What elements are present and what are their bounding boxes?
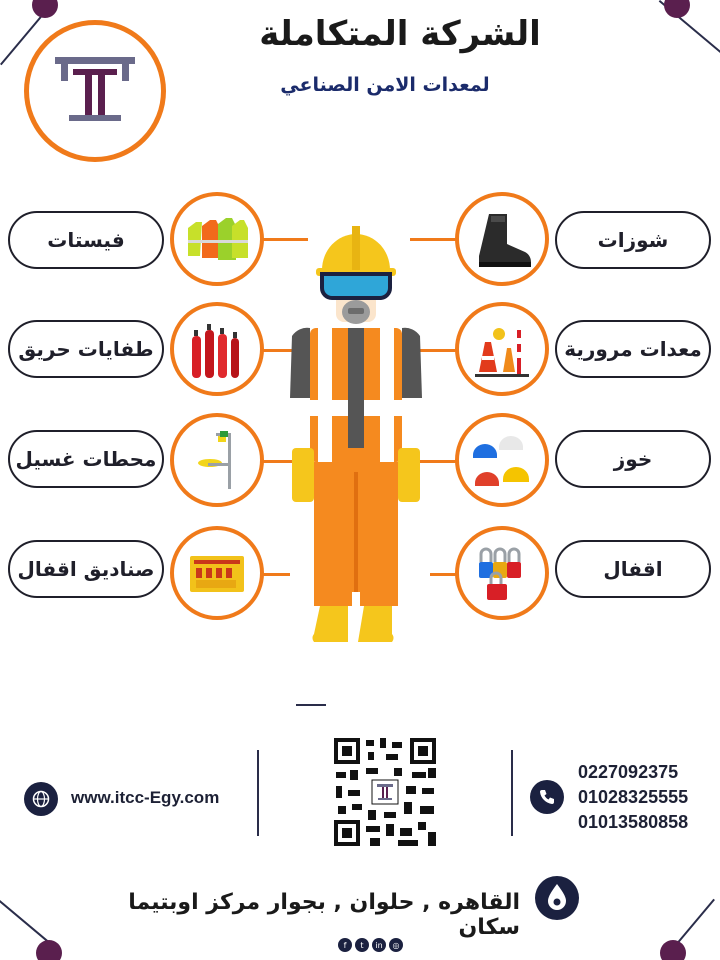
category-eyewash-stations[interactable]: محطات غسيل [8, 430, 164, 488]
corner-dot [664, 0, 690, 18]
phone-list [578, 760, 688, 835]
divider [296, 704, 326, 706]
padlocks-icon [455, 526, 549, 620]
social-links [338, 938, 403, 952]
linkedin-icon[interactable]: in [372, 938, 386, 952]
traffic-equipment-icon [455, 302, 549, 396]
phone-number[interactable]: 0227092375 [578, 762, 679, 782]
helmets-icon [455, 413, 549, 507]
divider [511, 750, 513, 836]
category-helmets[interactable]: خوز [555, 430, 711, 488]
phone-number[interactable]: 01028325555 [578, 787, 689, 807]
category-lockout-boxes[interactable]: صناديق اقفال [8, 540, 164, 598]
category-safety-shoes[interactable]: شوزات [555, 211, 711, 269]
lockout-box-icon [170, 526, 264, 620]
vests-icon [170, 192, 264, 286]
corner-dot [32, 0, 58, 18]
category-padlocks[interactable]: اقفال [555, 540, 711, 598]
location-pin-icon [534, 874, 580, 924]
company-subtitle: لمعدات الامن الصناعي [280, 74, 490, 96]
safety-boot-icon [455, 192, 549, 286]
company-title: الشركة المتكاملة [259, 14, 541, 54]
worker-illustration [286, 212, 426, 666]
company-logo [24, 20, 166, 162]
eyewash-station-icon [170, 413, 264, 507]
connector-line [430, 573, 456, 576]
fire-extinguishers-icon [170, 302, 264, 396]
phone-number[interactable]: 01013580858 [578, 812, 689, 832]
website-link[interactable]: www.itcc-Egy.com [71, 788, 220, 807]
divider [257, 750, 259, 836]
corner-dot [36, 940, 62, 960]
category-fire-extinguishers[interactable]: طفايات حريق [8, 320, 164, 378]
globe-icon [24, 782, 58, 816]
address-text: القاهره , حلوان , بجوار مركز اوبتيما سكان [128, 890, 520, 940]
category-traffic-equipment[interactable]: معدات مرورية [555, 320, 711, 378]
qr-code[interactable] [332, 736, 438, 848]
phone-icon [530, 780, 564, 814]
twitter-icon[interactable]: t [355, 938, 369, 952]
category-vests[interactable]: فيستات [8, 211, 164, 269]
corner-dot [660, 940, 686, 960]
facebook-icon[interactable]: f [338, 938, 352, 952]
instagram-icon[interactable]: ◎ [389, 938, 403, 952]
